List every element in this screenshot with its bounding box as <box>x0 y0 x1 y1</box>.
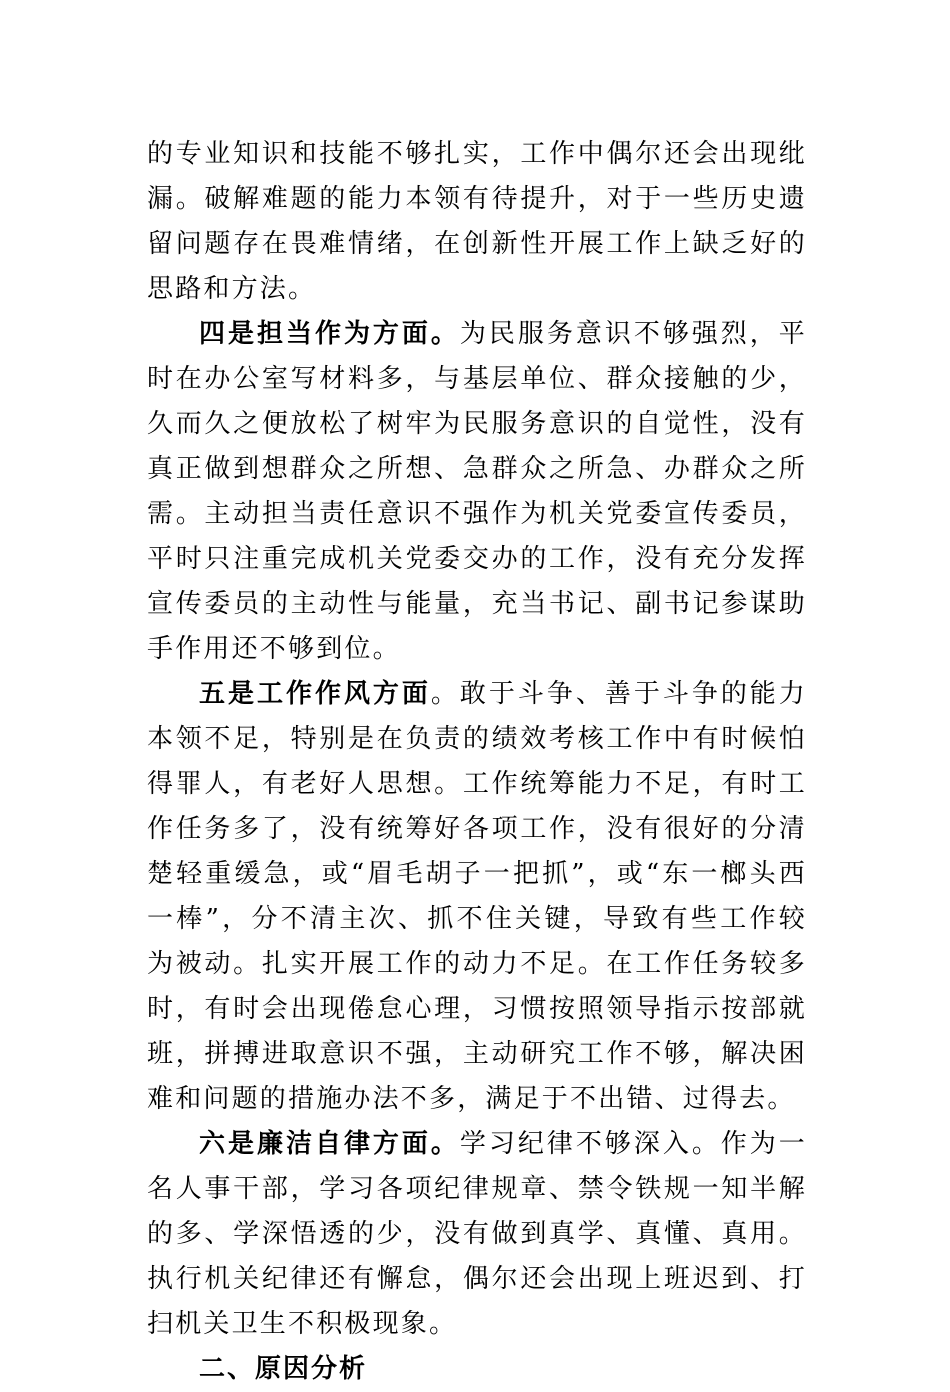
paragraph-lead: 四是担当作为方面。 <box>199 319 460 349</box>
paragraph-lead: 五是工作作风方面 <box>199 679 431 709</box>
paragraph-work-style <box>147 672 807 1122</box>
paragraph-text: 学习纪律不够深入。作为一名人事干部，学习各项纪律规章、禁令铁规一知半解的多、学深悟透的少，没有做到真学、真懂、真用。执行机关纪律还有懈怠，偶尔还会出现上班迟到、打扫机关卫生不积极现象。 <box>147 1129 807 1339</box>
paragraph-text: 为民服务意识不够强烈，平时在办公室写材料多，与基层单位、群众接触的少，久而久之便放松了树牢为民服务意识的自觉性，没有真正做到想群众之所想、急群众之所急、办群众之所需。主动担当责任意识不强作为机关党委宣传委员，平时只注重完成机关党委交办的工作，没有充分发挥宣传委员的主动性与能量，充当书记、副书记参谋助手作用还不够到位。 <box>147 319 807 664</box>
paragraph-text: 的专业知识和技能不够扎实，工作中偶尔还会出现纰漏。破解难题的能力本领有待提升，对于一些历史遗留问题存在畏难情绪，在创新性开展工作上缺乏好的思路和方法。 <box>147 139 807 304</box>
paragraph-lead: 六是廉洁自律方面。 <box>199 1129 460 1159</box>
paragraph-text: 。敢于斗争、善于斗争的能力本领不足，特别是在负责的绩效考核工作中有时候怕得罪人，有老好人思想。工作统筹能力不足，有时工作任务多了，没有统筹好各项工作，没有很好的分清楚轻重缓急，或“眉毛胡子一把抓”，或“东一榔头西一棒”，分不清主次、抓不住关键，导致有些工作较为被动。扎实开展工作的动力不足。在工作任务较多时，有时会出现倦怠心理，习惯按照领导指示按部就班，拼搏进取意识不强，主动研究工作不够，解决困难和问题的措施办法不多，满足于不出错、过得去。 <box>147 679 807 1114</box>
paragraph-continuation <box>147 132 807 312</box>
paragraph-responsibility <box>147 312 807 672</box>
document-body <box>147 132 807 1392</box>
paragraph-integrity <box>147 1122 807 1347</box>
section-heading: 二、原因分析 <box>199 1354 368 1384</box>
